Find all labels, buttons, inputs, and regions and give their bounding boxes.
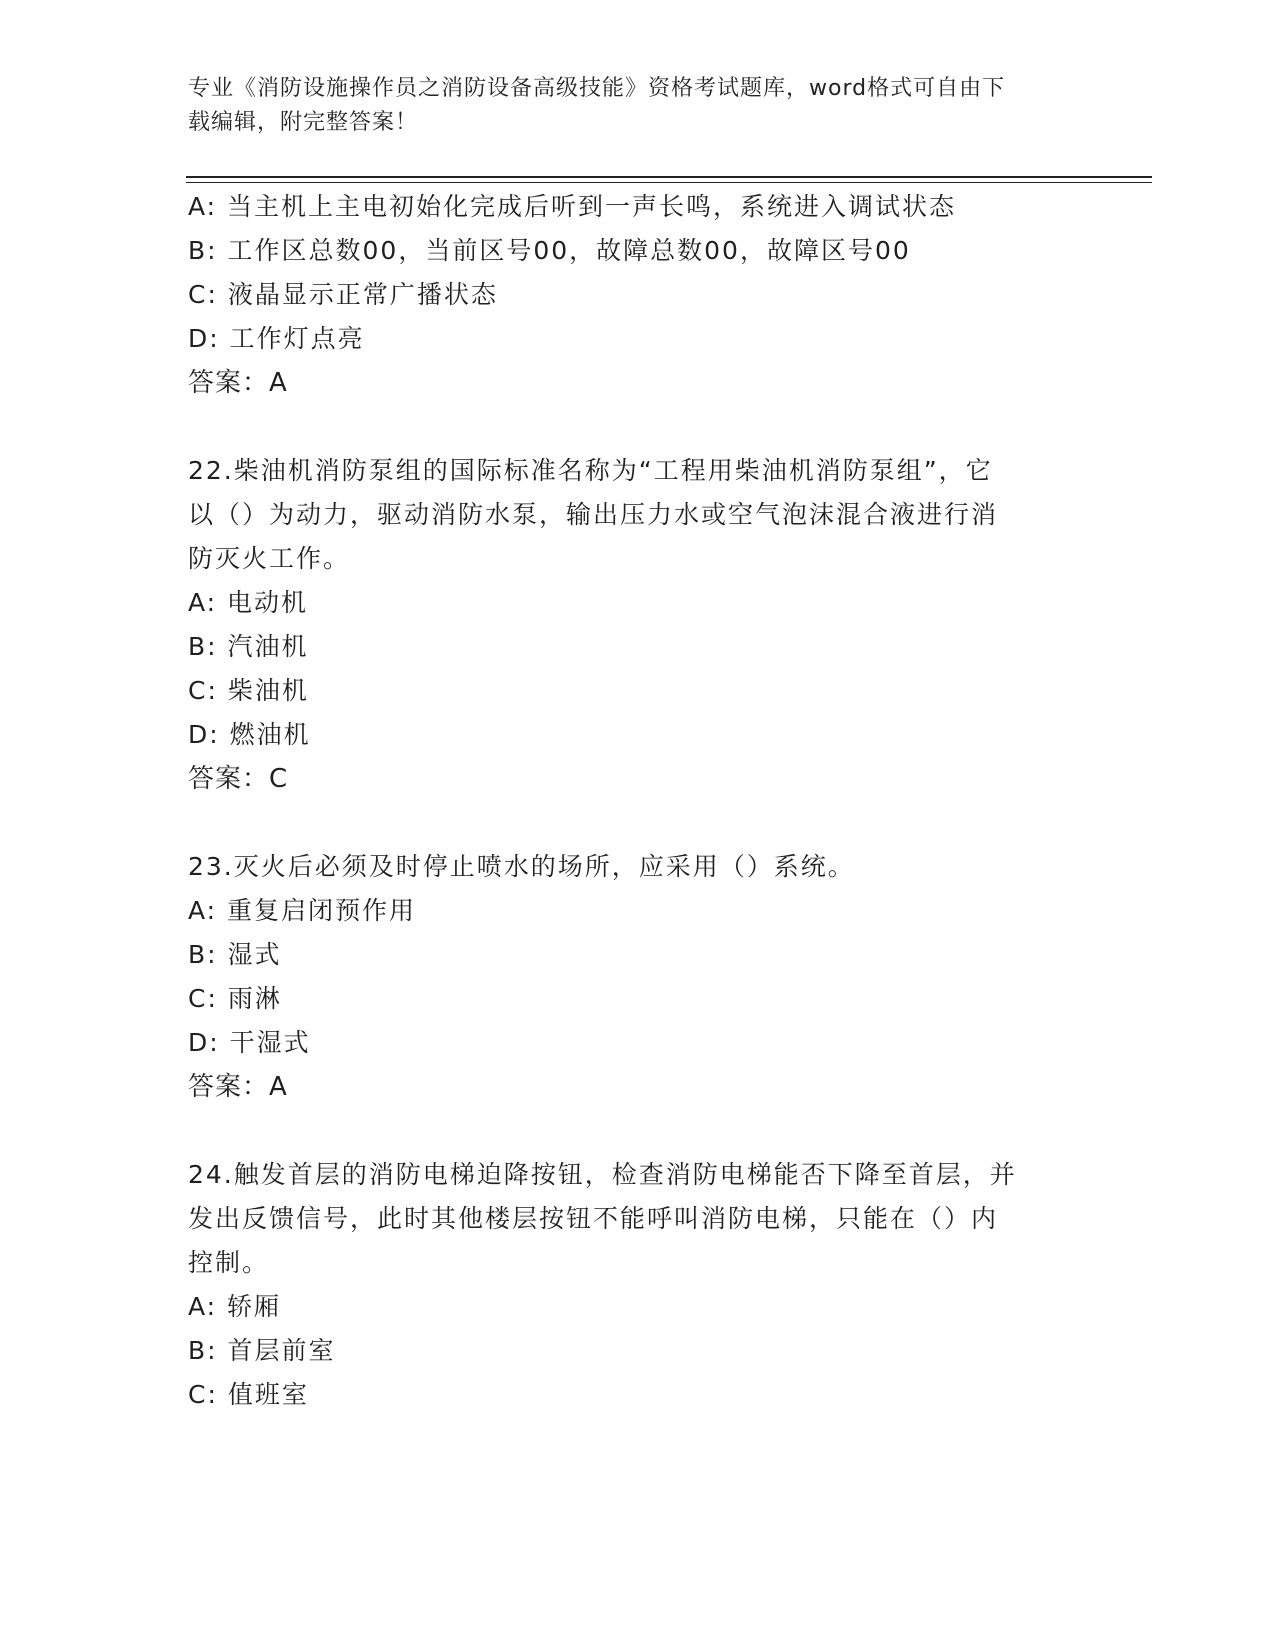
q21-answer: 答案：A	[188, 368, 288, 398]
q21-option-c: C: 液晶显示正常广播状态	[188, 280, 498, 309]
header-line-2: 载编辑，附完整答案！	[188, 110, 419, 135]
q23-option-a: A: 重复启闭预作用	[188, 896, 417, 925]
header-line-1: 专业《消防设施操作员之消防设备高级技能》资格考试题库，word格式可自由下	[188, 76, 1006, 101]
q24-option-b: B: 首层前室	[188, 1336, 336, 1365]
q22-option-d: D: 燃油机	[188, 720, 311, 749]
q22-stem-line-3: 防灭火工作。	[188, 544, 351, 573]
q24-stem-line-1: 24.触发首层的消防电梯迫降按钮，检查消防电梯能否下降至首层，并	[188, 1160, 1017, 1189]
q22-option-c: C: 柴油机	[188, 676, 309, 705]
q24-option-a: A: 轿厢	[188, 1292, 282, 1321]
header-divider-thin	[186, 182, 1152, 183]
q23-stem-line-1: 23.灭火后必须及时停止喷水的场所，应采用（）系统。	[188, 852, 855, 881]
q22-answer: 答案：C	[188, 764, 289, 794]
q22-option-a: A: 电动机	[188, 588, 309, 617]
header-divider-thick	[186, 176, 1152, 178]
q22-option-b: B: 汽油机	[188, 632, 309, 661]
q24-stem-line-3: 控制。	[188, 1248, 270, 1277]
q21-option-d: D: 工作灯点亮	[188, 324, 365, 353]
q23-option-d: D: 干湿式	[188, 1028, 311, 1057]
q21-option-b: B: 工作区总数00，当前区号00，故障总数00，故障区号00	[188, 236, 911, 265]
q21-option-a: A: 当主机上主电初始化完成后听到一声长鸣，系统进入调试状态	[188, 192, 957, 221]
q23-option-b: B: 湿式	[188, 940, 282, 969]
q22-stem-line-2: 以（）为动力，驱动消防水泵，输出压力水或空气泡沫混合液进行消	[188, 500, 999, 529]
q24-stem-line-2: 发出反馈信号，此时其他楼层按钮不能呼叫消防电梯，只能在（）内	[188, 1204, 999, 1233]
q22-stem-line-1: 22.柴油机消防泵组的国际标准名称为“工程用柴油机消防泵组”，它	[188, 456, 993, 485]
q24-option-c: C: 值班室	[188, 1380, 309, 1409]
q23-answer: 答案：A	[188, 1072, 288, 1102]
q23-option-c: C: 雨淋	[188, 984, 282, 1013]
document-header	[188, 72, 1068, 140]
